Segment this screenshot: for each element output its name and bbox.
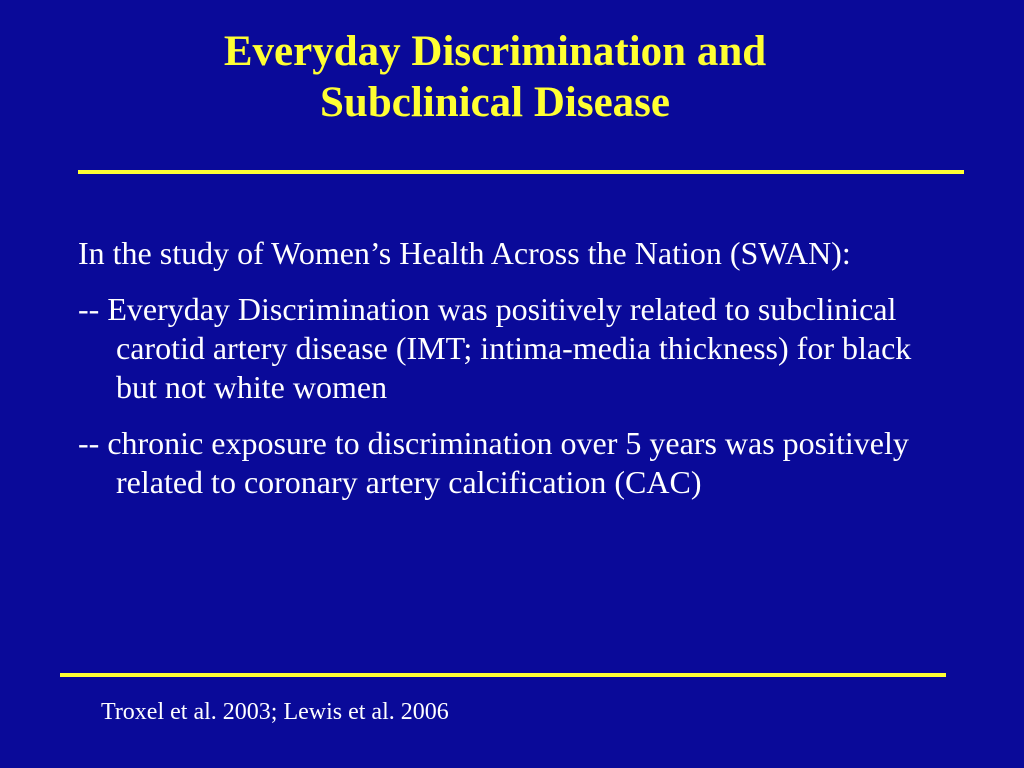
slide-body [78, 234, 948, 502]
slide-title-line-1: Everyday Discrimination and [223, 28, 767, 75]
slide-title [90, 26, 900, 128]
body-paragraph-imt-finding: -- Everyday Discrimination was positively related to subclinical carotid artery disease (IMT; intima-media thickness) for black but not white women [78, 291, 912, 405]
body-paragraph-intro: In the study of Women’s Health Across the Nation (SWAN): [78, 235, 851, 271]
body-paragraph-cac-finding: -- chronic exposure to discrimination over 5 years was positively related to coronary artery calcification (CAC) [78, 425, 909, 500]
citation: Troxel et al. 2003; Lewis et al. 2006 [101, 699, 449, 725]
bottom-divider [60, 673, 946, 677]
slide-title-line-2: Subclinical Disease [319, 79, 670, 126]
top-divider [78, 170, 964, 174]
